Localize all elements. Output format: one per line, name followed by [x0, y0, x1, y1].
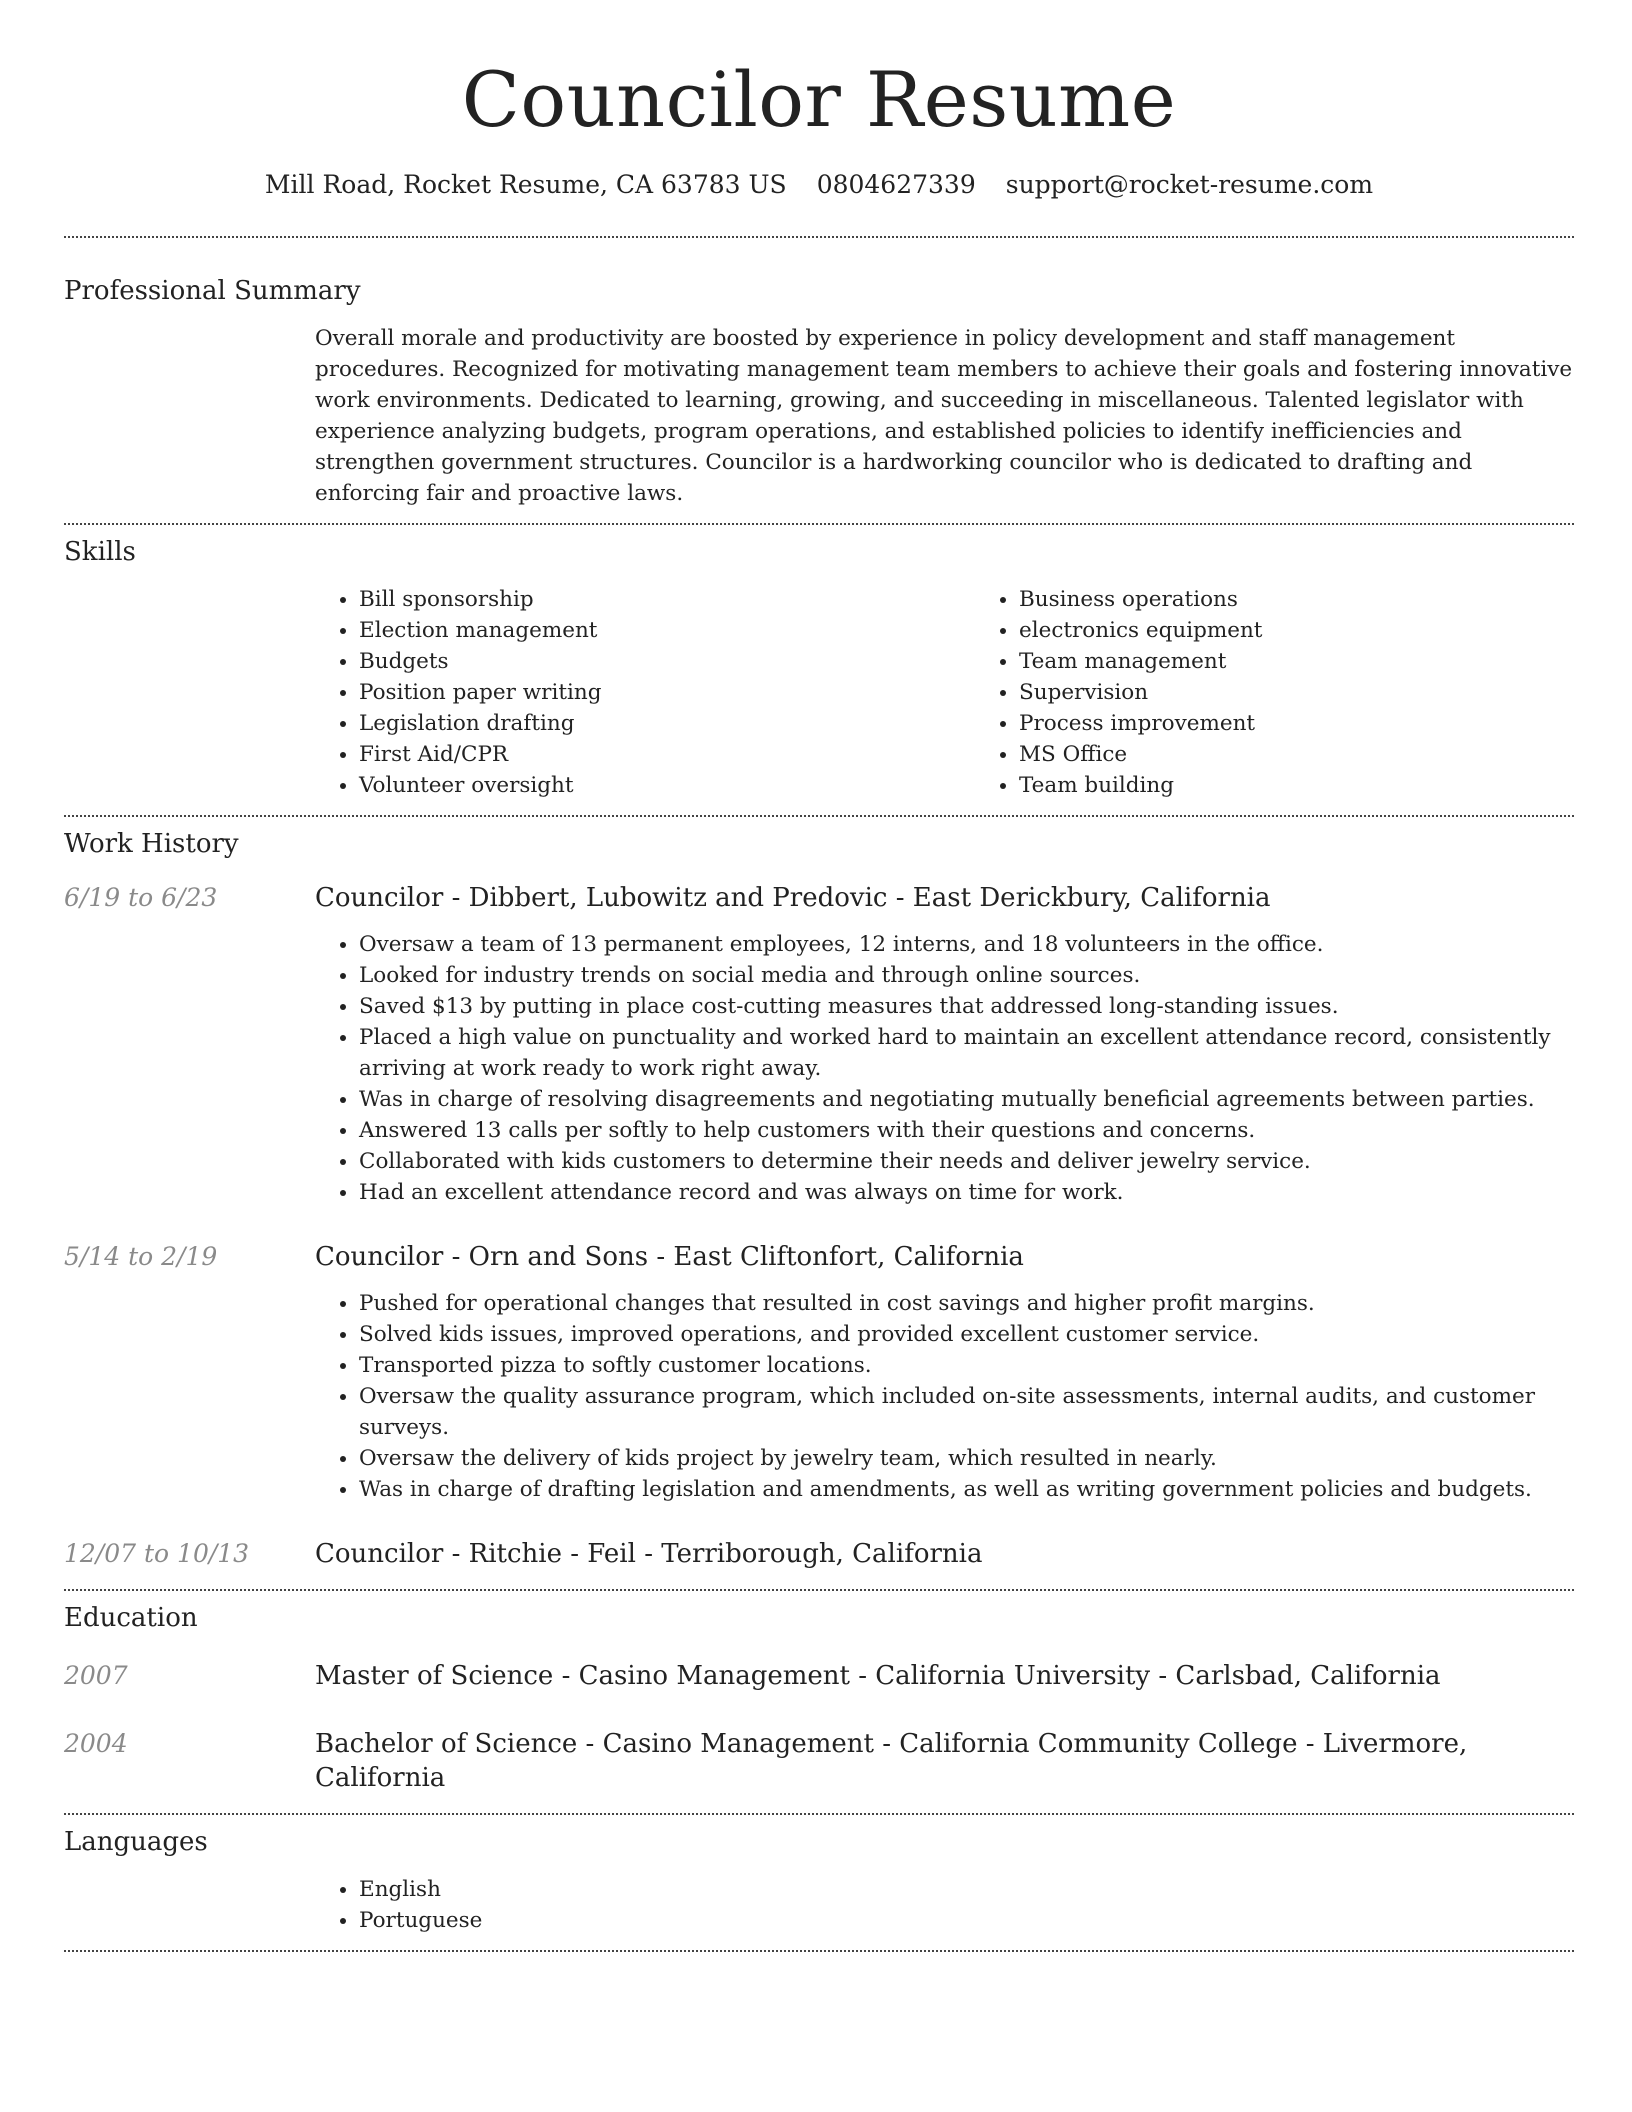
list-item: • Business operations — [1019, 584, 1632, 615]
job-entry — [64, 1537, 1574, 1571]
summary-left-spacer — [64, 323, 315, 509]
list-item: • Oversaw a team of 13 permanent employees, 12 interns, and 18 volunteers in the office. — [359, 929, 1574, 960]
list-item: • Was in charge of drafting legislation and amendments, as well as writing government policies and budgets. — [359, 1474, 1574, 1505]
list-item: • Answered 13 calls per softly to help customers with their questions and concerns. — [359, 1115, 1574, 1146]
list-item: • Budgets — [359, 646, 975, 677]
contact-email: support@rocket-resume.com — [1005, 170, 1374, 199]
skills-list-left — [315, 584, 975, 801]
work-section — [64, 827, 1574, 1571]
languages-title: Languages — [64, 1827, 208, 1857]
education-degree: Bachelor of Science - Casino Management - California Community College - Livermore, California — [315, 1729, 1468, 1793]
list-item: • Oversaw the delivery of kids project by jewelry team, which resulted in nearly. — [359, 1443, 1574, 1474]
list-item: • Bill sponsorship — [359, 584, 975, 615]
job-bullets — [315, 929, 1574, 1208]
languages-left-spacer — [64, 1874, 315, 1936]
education-year: 2007 — [64, 1661, 128, 1690]
education-entry — [64, 1659, 1574, 1693]
list-item: • electronics equipment — [1019, 615, 1632, 646]
summary-section — [64, 274, 1574, 509]
list-item: • Process improvement — [1019, 708, 1632, 739]
education-section — [64, 1601, 1574, 1795]
divider — [64, 236, 1574, 238]
education-degree: Master of Science - Casino Management - California University - Carlsbad, California — [315, 1661, 1441, 1691]
contact-address: Mill Road, Rocket Resume, CA 63783 US — [264, 170, 787, 199]
list-item: • Portuguese — [359, 1905, 1574, 1936]
skills-list-right — [975, 584, 1632, 801]
education-year: 2004 — [64, 1729, 128, 1758]
languages-list — [315, 1874, 1574, 1936]
contact-line — [64, 168, 1574, 202]
list-item: • Was in charge of resolving disagreements and negotiating mutually beneficial agreements between parties. — [359, 1084, 1574, 1115]
divider — [64, 815, 1574, 817]
education-title: Education — [64, 1603, 198, 1633]
list-item: • Volunteer oversight — [359, 770, 975, 801]
job-dates: 6/19 to 6/23 — [64, 883, 218, 912]
list-item: • Looked for industry trends on social media and through online sources. — [359, 960, 1574, 991]
list-item: • Saved $13 by putting in place cost-cutting measures that addressed long-standing issues. — [359, 991, 1574, 1022]
list-item: • Election management — [359, 615, 975, 646]
work-title: Work History — [64, 829, 239, 859]
skills-left-spacer — [64, 584, 315, 801]
list-item: • Oversaw the quality assurance program, which included on-site assessments, internal audits, and customer surveys. — [359, 1381, 1574, 1443]
job-entry — [64, 881, 1574, 1208]
list-item: • Team building — [1019, 770, 1632, 801]
list-item: • Had an excellent attendance record and was always on time for work. — [359, 1177, 1574, 1208]
divider — [64, 1950, 1574, 1952]
job-dates: 5/14 to 2/19 — [64, 1242, 218, 1271]
resume-name: Councilor Resume — [461, 55, 1177, 144]
job-title: Councilor - Ritchie - Feil - Terriborough, California — [315, 1539, 983, 1569]
job-title: Councilor - Orn and Sons - East Cliftonfort, California — [315, 1242, 1024, 1272]
list-item: • Transported pizza to softly customer locations. — [359, 1350, 1574, 1381]
list-item: • MS Office — [1019, 739, 1632, 770]
languages-section — [64, 1825, 1574, 1936]
list-item: • Position paper writing — [359, 677, 975, 708]
job-title: Councilor - Dibbert, Lubowitz and Predovic - East Derickbury, California — [315, 883, 1271, 913]
skills-title: Skills — [64, 537, 136, 567]
summary-text: Overall morale and productivity are boosted by experience in policy development and staff management procedures. Recognized for motivating management team members to achieve their goals and fostering innovative work environments. Dedicated to learning, growing, and succeeding in miscellaneous. Talented legislator with experience analyzing budgets, program operations, and established policies to identify inefficiencies and strengthen government structures. Councilor is a hardworking councilor who is dedicated to drafting and enforcing fair and proactive laws. — [315, 326, 1573, 506]
list-item: • Team management — [1019, 646, 1632, 677]
list-item: • Legislation drafting — [359, 708, 975, 739]
list-item: • Solved kids issues, improved operations, and provided excellent customer service. — [359, 1319, 1574, 1350]
contact-phone: 0804627339 — [816, 170, 976, 199]
list-item: • Supervision — [1019, 677, 1632, 708]
divider — [64, 1813, 1574, 1815]
divider — [64, 523, 1574, 525]
list-item: • Placed a high value on punctuality and worked hard to maintain an excellent attendance record, consistently arriving at work ready to work right away. — [359, 1022, 1574, 1084]
job-entry — [64, 1240, 1574, 1505]
list-item: • Collaborated with kids customers to determine their needs and deliver jewelry service. — [359, 1146, 1574, 1177]
skills-section — [64, 535, 1574, 801]
list-item: • English — [359, 1874, 1574, 1905]
job-bullets — [315, 1288, 1574, 1505]
resume-page — [64, 0, 1574, 1952]
summary-title: Professional Summary — [64, 276, 361, 306]
list-item: • Pushed for operational changes that resulted in cost savings and higher profit margins. — [359, 1288, 1574, 1319]
job-dates: 12/07 to 10/13 — [64, 1539, 250, 1568]
divider — [64, 1589, 1574, 1591]
education-entry — [64, 1727, 1574, 1795]
list-item: • First Aid/CPR — [359, 739, 975, 770]
